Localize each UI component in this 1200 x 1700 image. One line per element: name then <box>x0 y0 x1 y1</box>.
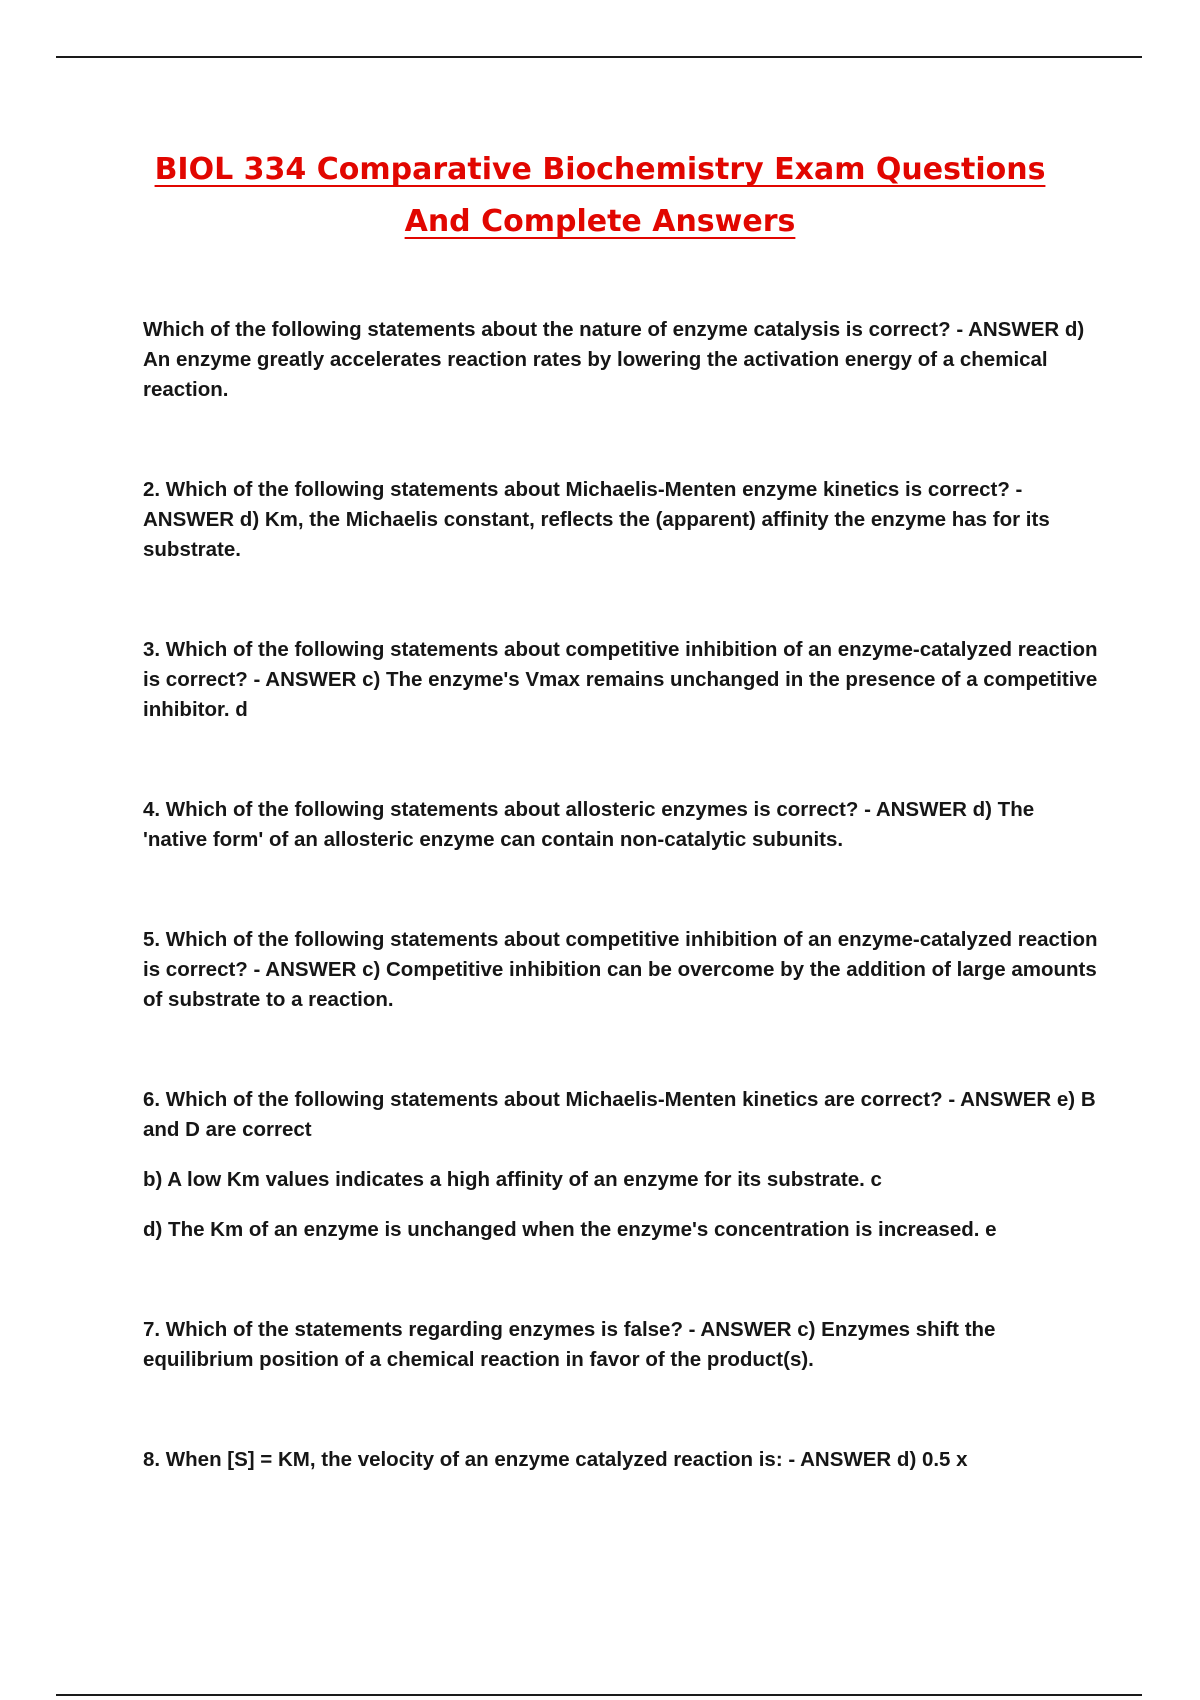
qa-item-5: 5. Which of the following statements about competitive inhibition of an enzyme-catalyzed reaction is correct? - ANSWER c) Competitive inhibition can be overcome by the addition of large amounts of substrate to a reaction. <box>143 928 1098 1011</box>
title-line-1: BIOL 334 Comparative Biochemistry Exam Questions <box>154 152 1046 187</box>
qa-item-6-option-d: d) The Km of an enzyme is unchanged when the enzyme's concentration is increased. e <box>143 1218 997 1241</box>
qa-item-8: 8. When [S] = KM, the velocity of an enzyme catalyzed reaction is: - ANSWER d) 0.5 x <box>143 1448 968 1471</box>
title-line-2: And Complete Answers <box>404 204 796 239</box>
qa-item-6: 6. Which of the following statements about Michaelis-Menten kinetics are correct? - ANSWER e) B and D are correct <box>143 1088 1096 1141</box>
qa-item-1: Which of the following statements about the nature of enzyme catalysis is correct? - ANSWER d) An enzyme greatly accelerates reaction rates by lowering the activation energy of a chemical reaction. <box>143 318 1085 401</box>
qa-list <box>143 315 1103 1475</box>
top-rule <box>56 56 1142 58</box>
bottom-rule <box>56 1694 1142 1696</box>
qa-item-7: 7. Which of the statements regarding enzymes is false? - ANSWER c) Enzymes shift the equilibrium position of a chemical reaction in favor of the product(s). <box>143 1318 996 1371</box>
qa-item-3: 3. Which of the following statements about competitive inhibition of an enzyme-catalyzed reaction is correct? - ANSWER c) The enzyme's Vmax remains unchanged in the presence of a competitive inhibitor. d <box>143 638 1098 721</box>
qa-item-6-option-b: b) A low Km values indicates a high affinity of an enzyme for its substrate. c <box>143 1168 882 1191</box>
qa-item-4: 4. Which of the following statements about allosteric enzymes is correct? - ANSWER d) The 'native form' of an allosteric enzyme can contain non-catalytic subunits. <box>143 798 1035 851</box>
qa-item-2: 2. Which of the following statements about Michaelis-Menten enzyme kinetics is correct? - ANSWER d) Km, the Michaelis constant, reflects the (apparent) affinity the enzyme has for its substrate. <box>143 478 1050 561</box>
document-title <box>0 144 1200 248</box>
